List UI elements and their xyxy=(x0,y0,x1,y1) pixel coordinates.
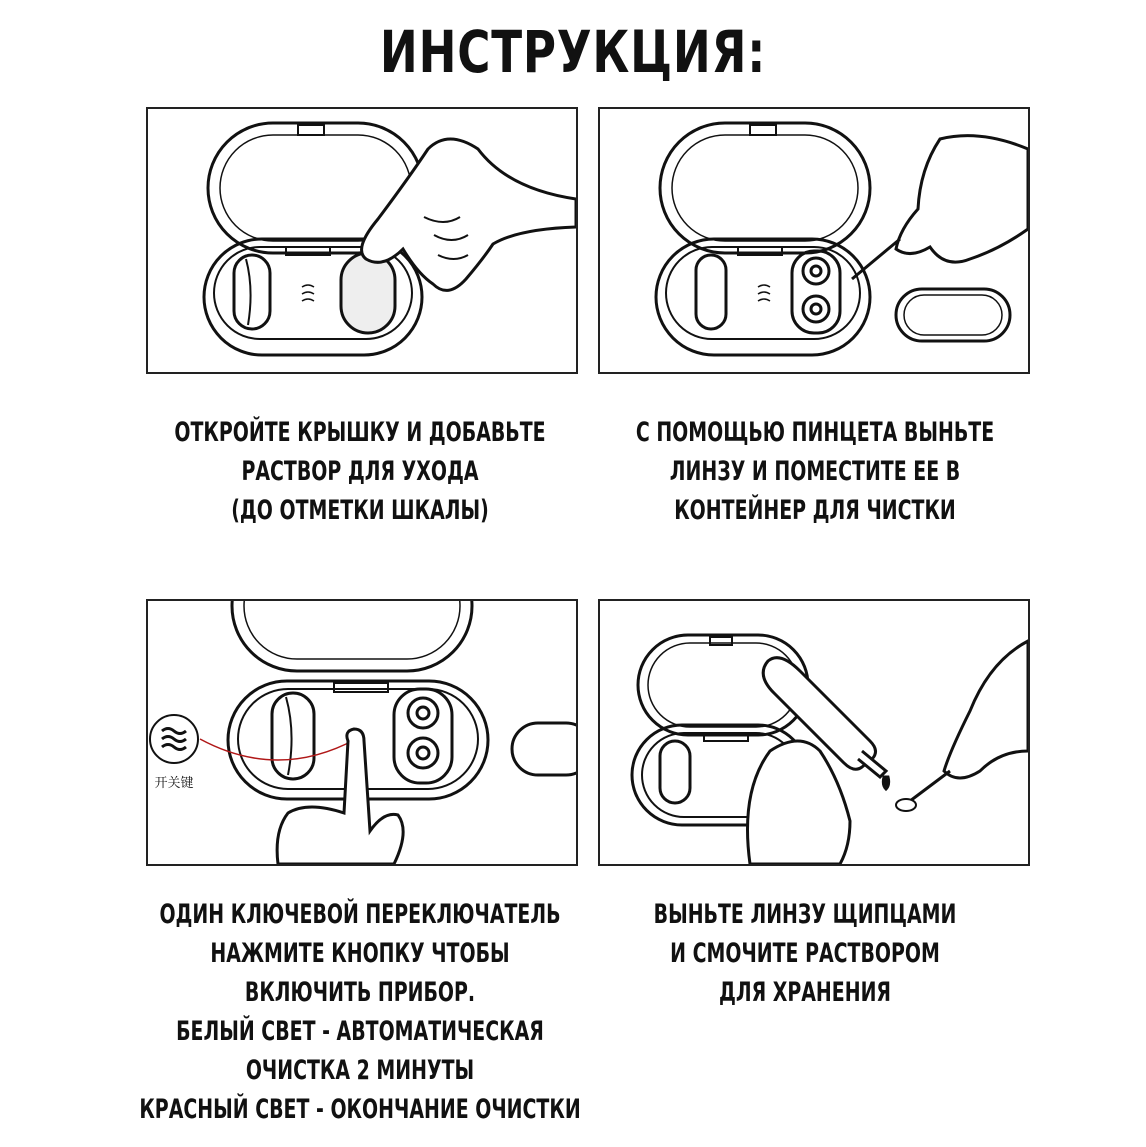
step-2-caption: С ПОМОЩЬЮ ПИНЦЕТА ВЫНЬТЕ ЛИНЗУ И ПОМЕСТИТЕ ЕЕ В КОНТЕЙНЕР ДЛЯ ЧИСТКИ xyxy=(635,417,995,526)
page-title: ИНСТРУКЦИЯ: xyxy=(379,18,767,86)
device-tweezers-drawing xyxy=(600,109,1028,372)
finger-icon xyxy=(277,729,403,864)
step-2-illustration xyxy=(598,107,1030,374)
step-1-caption: ОТКРОЙТЕ КРЫШКУ И ДОБАВЬТЕ РАСТВОР ДЛЯ УХОДА (ДО ОТМЕТКИ ШКАЛЫ) xyxy=(174,417,546,526)
svg-text:开关键: 开关键 xyxy=(154,776,194,791)
hand-with-tweezers-icon xyxy=(852,136,1028,279)
switch-callout xyxy=(150,715,198,791)
step-3-caption: ОДИН КЛЮЧЕВОЙ ПЕРЕКЛЮЧАТЕЛЬ НАЖМИТЕ КНОПКУ ЧТОБЫ ВКЛЮЧИТЬ ПРИБОР. БЕЛЫЙ СВЕТ - АВТОМАТИЧЕСКАЯ ОЧИСТКА 2 МИНУТЫ КРАСНЫЙ СВЕТ - ОКОНЧАНИЕ ОЧИСТКИ xyxy=(139,899,581,1125)
step-4-caption: ВЫНЬТЕ ЛИНЗУ ЩИПЦАМИ И СМОЧИТЕ РАСТВОРОМ ДЛЯ ХРАНЕНИЯ xyxy=(653,899,957,1008)
step-3-illustration xyxy=(146,599,578,866)
lens-icon xyxy=(896,799,916,811)
device-power-button-drawing xyxy=(148,601,576,864)
step-1-illustration xyxy=(146,107,578,374)
step-4-illustration xyxy=(598,599,1030,866)
device-open-lid-drawing xyxy=(148,109,576,372)
device-storage-solution-drawing xyxy=(600,601,1028,864)
